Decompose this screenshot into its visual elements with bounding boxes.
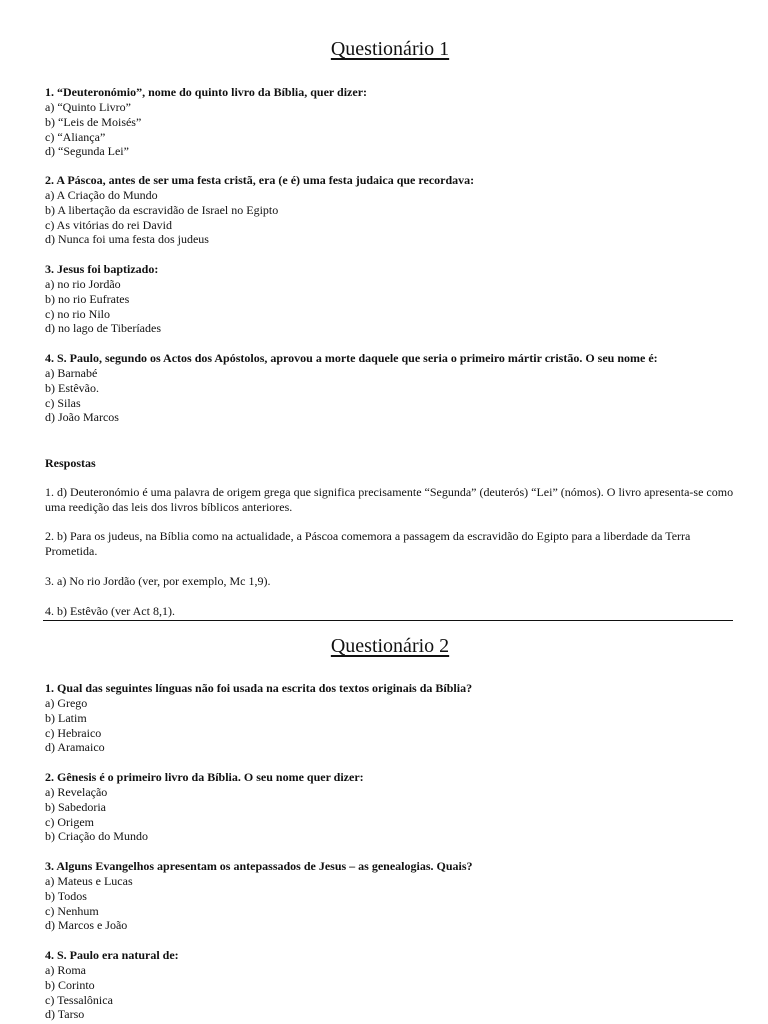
question-block (45, 948, 735, 1022)
answer-option: a) “Quinto Livro” (45, 100, 131, 114)
questionnaire-2-title: Questionário 2 (330, 635, 450, 657)
question-text: 2. Gênesis é o primeiro livro da Bíblia. O seu nome quer dizer: (45, 770, 364, 784)
answer-option: b) Corinto (45, 977, 95, 992)
answer-explanation: 3. a) No rio Jordão (ver, por exemplo, Mc 1,9). (45, 574, 271, 588)
answer-option: a) Roma (45, 963, 86, 977)
answer-option: a) Mateus e Lucas (45, 874, 133, 888)
question-text: 1. Qual das seguintes línguas não foi usada na escrita dos textos originais da Bíblia? (45, 681, 473, 695)
answer-option: c) Hebraico (45, 725, 102, 740)
question-text: 2. A Páscoa, antes de ser uma festa cristã, era (e é) uma festa judaica que recordava: (45, 173, 475, 187)
answers-heading: Respostas (45, 456, 96, 470)
answer-option: c) Origem (45, 814, 94, 829)
answer-option: d) Aramaico (45, 740, 105, 755)
answer-explanation: 1. d) Deuteronómio é uma palavra de origem grega que significa precisamente “Segunda” (deuterós) “Lei” (nómos). O livro apresenta-se como uma reedição das leis dos livros bíblicos anteriores. (45, 485, 734, 514)
section-divider (43, 620, 733, 621)
answer-option: b) Todos (45, 888, 87, 903)
answer-option: d) no lago de Tiberíades (45, 321, 161, 336)
question-block (45, 770, 735, 844)
question-block (45, 85, 735, 159)
question-text: 4. S. Paulo era natural de: (45, 948, 179, 962)
answer-option: d) João Marcos (45, 410, 119, 425)
question-text: 3. Alguns Evangelhos apresentam os antepassados de Jesus – as genealogias. Quais? (45, 859, 473, 873)
answer-option: c) As vitórias do rei David (45, 217, 172, 232)
answer-option: a) A Criação do Mundo (45, 188, 158, 202)
question-block (45, 262, 735, 336)
answer-explanation: 4. b) Estêvão (ver Act 8,1). (45, 604, 175, 618)
question-block (45, 859, 735, 933)
answer-option: d) Marcos e João (45, 918, 128, 933)
answer-option: a) Barnabé (45, 366, 98, 380)
answer-option: c) “Aliança” (45, 129, 106, 144)
answer-option: c) Nenhum (45, 903, 99, 918)
question-text: 3. Jesus foi baptizado: (45, 262, 159, 276)
answer-option: a) Grego (45, 696, 88, 710)
question-text: 4. S. Paulo, segundo os Actos dos Apóstolos, aprovou a morte daquele que seria o primeiro mártir cristão. O seu nome é: (45, 351, 658, 365)
answer-option: d) Nunca foi uma festa dos judeus (45, 232, 209, 247)
answer-option: c) Silas (45, 395, 81, 410)
question-block (45, 173, 735, 247)
answer-option: d) Tarso (45, 1007, 85, 1022)
answer-option: b) Criação do Mundo (45, 829, 148, 844)
answer-option: d) “Segunda Lei” (45, 144, 129, 159)
questionnaire-1-title: Questionário 1 (330, 38, 450, 60)
answer-option: b) no rio Eufrates (45, 291, 130, 306)
answer-option: a) no rio Jordão (45, 277, 121, 291)
answer-option: c) no rio Nilo (45, 306, 110, 321)
answer-explanation: 2. b) Para os judeus, na Bíblia como na actualidade, a Páscoa comemora a passagem da escravidão do Egipto para a liberdade da Terra Prometida. (45, 529, 691, 558)
answer-option: b) Sabedoria (45, 799, 106, 814)
question-block (45, 351, 735, 425)
answer-option: b) A libertação da escravidão de Israel no Egipto (45, 202, 279, 217)
question-text: 1. “Deuteronómio”, nome do quinto livro da Bíblia, quer dizer: (45, 85, 368, 99)
answer-option: b) Latim (45, 710, 87, 725)
question-block (45, 681, 735, 755)
answer-option: a) Revelação (45, 785, 108, 799)
answer-option: b) “Leis de Moisés” (45, 114, 142, 129)
answer-option: c) Tessalônica (45, 992, 113, 1007)
answer-option: b) Estêvão. (45, 380, 99, 395)
